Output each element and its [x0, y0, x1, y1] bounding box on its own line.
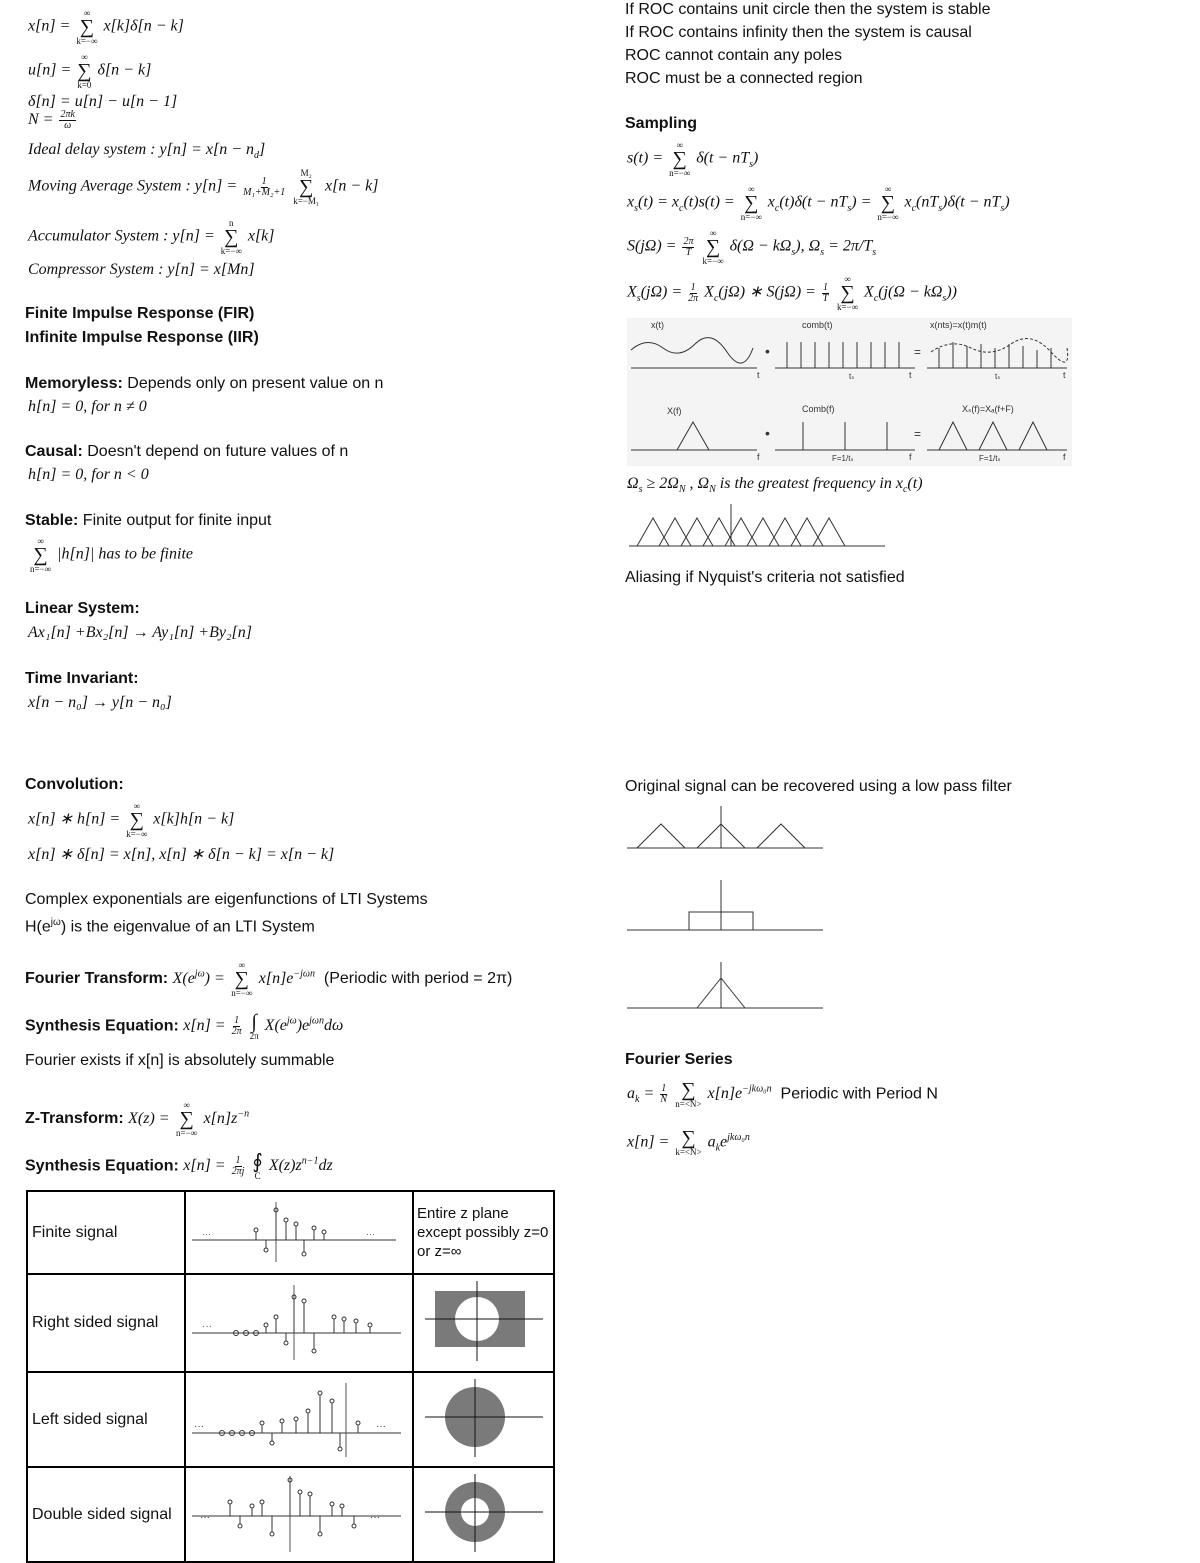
eq-compressor: Compressor System : y[n] = x[Mn]	[28, 261, 255, 278]
fig-label: comb(t)	[802, 320, 833, 330]
eq-convolution: x[n] ∗ h[n] = ∞ ∑ k=−∞ x[k]h[n − k]	[28, 801, 235, 839]
eq-causal: h[n] = 0, for n < 0	[28, 466, 149, 483]
table-row	[27, 1191, 554, 1274]
causal-definition: Causal: Doesn't depend on future values of n	[25, 443, 349, 460]
roc-plot-double	[413, 1467, 554, 1562]
svg-text:=: =	[914, 345, 922, 359]
finite-signal-plot	[185, 1191, 413, 1274]
svg-text:···: ···	[370, 1512, 380, 1523]
row-label: Finite signal	[27, 1191, 185, 1274]
right-sided-signal-plot	[185, 1274, 413, 1372]
svg-text:=: =	[914, 427, 922, 441]
heading-time-invariant: Time Invariant:	[25, 670, 139, 687]
fig-label: X(f)	[667, 406, 682, 416]
roc-table	[26, 1190, 555, 1563]
roc-annulus-icon	[417, 1468, 553, 1556]
svg-text:···: ···	[200, 1512, 210, 1523]
fig-label: t	[757, 370, 760, 380]
roc-property-1: If ROC contains unit circle then the system is stable	[625, 1, 991, 18]
eq-convolution-delta: x[n] ∗ δ[n] = x[n], x[n] ∗ δ[n − k] = x[n − k]	[28, 846, 335, 863]
heading-convolution: Convolution:	[25, 776, 124, 793]
eq-unit-step: u[n] = ∞ ∑ k=0 δ[n − k]	[28, 52, 152, 90]
fig-label: x(t)	[651, 320, 664, 330]
roc-property-3: ROC cannot contain any poles	[625, 47, 843, 64]
double-sided-signal-plot	[185, 1467, 413, 1562]
roc-plot-right	[413, 1274, 554, 1372]
heading-fourier-series: Fourier Series	[625, 1051, 733, 1068]
z-transform-def: Z-Transform: X(z) = ∞ ∑ n=−∞ $x[n]z^{-n}$	[25, 1100, 250, 1138]
fig-label: tₛ	[995, 372, 1001, 381]
eq-impulse-train: s(t) = ∞ ∑ n=−∞ $\delta(t - nT_s)$	[627, 140, 759, 178]
svg-text:···: ···	[366, 1229, 375, 1239]
recover-text: Original signal can be recovered using a low pass filter	[625, 778, 1012, 795]
heading-linear-system: Linear System:	[25, 600, 140, 617]
eq-impulse-spectrum: S(jΩ) = $\frac{2\pi}{T}$ ∞ ∑ k=−∞ $\delta(\Omega - k\Omega_s)$, $\Omega_s = 2\pi/T_s$	[627, 228, 877, 266]
table-row	[27, 1274, 554, 1372]
eq-signal-decomposition: x[n] = ∞ ∑ k=−∞ x[k]δ[n − k]	[28, 8, 184, 46]
row-label: Left sided signal	[27, 1372, 185, 1467]
fig-label: x(nts)=x(t)m(t)	[930, 320, 987, 330]
synthesis-equation-dtft: Synthesis Equation: x[n] = $\frac{1}{2\pi}$ ∫ 2π $X(e^{j\omega})e^{j\omega n}d\omega$	[25, 1010, 344, 1041]
sampling-diagram-icon	[627, 318, 1072, 466]
lowpass-recovery-icon	[625, 802, 825, 1022]
row-label: Right sided signal	[27, 1274, 185, 1372]
fig-label: f	[1063, 452, 1066, 462]
fourier-transform-def: Fourier Transform: $X(e^{j\omega})$ = ∞ ∑ n=−∞ $x[n]e^{-j\omega n}$ (Periodic with period = 2π)	[25, 960, 513, 998]
svg-text:···: ···	[202, 1229, 211, 1239]
fig-label: F=1/tₛ	[979, 454, 1001, 463]
eq-stable: ∞ ∑ n=−∞ |h[n]| has to be finite	[30, 536, 193, 574]
eq-memoryless: h[n] = 0, for n ≠ 0	[28, 398, 147, 415]
eigenvalue-text: $H(e^{j\omega})$ is the eigenvalue of an LTI System	[25, 917, 315, 936]
fig-label: F=1/tₛ	[832, 454, 854, 463]
table-row	[27, 1467, 554, 1562]
roc-description: Entire z plane except possibly z=0 or z=∞	[413, 1191, 554, 1274]
fig-label: t	[1063, 370, 1066, 380]
svg-text:···: ···	[194, 1421, 204, 1432]
eq-sampled-spectrum: $X_s(j\Omega)$ = $\frac{1}{2\pi}$ $X_c(j\Omega)$ ∗ S(jΩ) = $\frac{1}{T}$ ∞ ∑ k=−∞ $X_c(j(\Omega - k\Omega_s))$	[627, 274, 957, 312]
heading-fir: Finite Impulse Response (FIR)	[25, 305, 255, 322]
eq-period: N = $\frac{2\pi k}{\omega}$	[28, 109, 75, 131]
eq-fourier-series-synthesis: x[n] = ∑ k=<N> $a_ke^{jk\omega_0n}$	[627, 1126, 750, 1157]
svg-text:•: •	[765, 425, 770, 441]
roc-property-2: If ROC contains infinity then the system is causal	[625, 24, 972, 41]
fig-label: Comb(f)	[802, 404, 835, 414]
eq-moving-average: Moving Average System : y[n] = $\frac{1}{\text{M₁+M₂+1}}$ M₂ ∑ k=−M₁ x[n − k]	[28, 168, 379, 206]
fig-label: Xₛ(f)=Xₐ(f+F)	[962, 404, 1014, 414]
memoryless-definition: Memoryless: Depends only on present value on n	[25, 375, 384, 392]
fig-label: tₛ	[849, 372, 855, 381]
eq-sampled-signal: $x_s(t) = x_c(t)s(t)$ = ∞ ∑ n=−∞ $x_c(t)\delta(t - nT_s)$ = ∞ ∑ n=−∞ $x_c(nT_s)\delta(t - nT_s)$	[627, 184, 1010, 222]
eq-linear: Ax₁[n] +Bx₂[n] → Ay₁[n] +By₂[n]	[28, 624, 252, 641]
svg-text:···: ···	[376, 1421, 386, 1432]
svg-text:•: •	[765, 343, 770, 359]
eq-fourier-series-analysis: $a_k$ = $\frac{1}{N}$ ∑ n=<N> $x[n]e^{-jk\omega_0n}$ Periodic with Period N	[627, 1078, 938, 1109]
synthesis-equation-z: Synthesis Equation: x[n] = $\frac{1}{2\pi j}$ ∮ C $X(z)z^{n-1}dz$	[25, 1150, 333, 1181]
nyquist-criterion: $\Omega_s \ge 2\Omega_N$ , $\Omega_N$ is the greatest frequency in $x_c(t)$	[627, 475, 923, 496]
eq-time-invariant: x[n − n₀] → y[n − n₀]	[28, 694, 172, 711]
roc-plot-left	[413, 1372, 554, 1467]
left-sided-signal-plot	[185, 1372, 413, 1467]
roc-property-4: ROC must be a connected region	[625, 70, 863, 87]
svg-text:···: ···	[202, 1321, 212, 1332]
fig-label: f	[909, 452, 912, 462]
eigenfunction-text: Complex exponentials are eigenfunctions of LTI Systems	[25, 891, 428, 908]
eq-delta: δ[n] = u[n] − u[n − 1]	[28, 93, 178, 110]
table-row	[27, 1372, 554, 1467]
heading-sampling: Sampling	[625, 115, 698, 132]
aliasing-spectrum-icon	[627, 500, 887, 558]
stable-definition: Stable: Finite output for finite input	[25, 512, 272, 529]
row-label: Double sided signal	[27, 1467, 185, 1562]
roc-interior-icon	[417, 1373, 553, 1461]
roc-exterior-icon	[417, 1275, 553, 1366]
eq-ideal-delay: Ideal delay system : $y[n] = x[n - n_d]$	[28, 141, 266, 162]
aliasing-text: Aliasing if Nyquist's criteria not satisfied	[625, 569, 905, 586]
fig-label: t	[909, 370, 912, 380]
fourier-exists-text: Fourier exists if x[n] is absolutely summable	[25, 1052, 335, 1069]
heading-iir: Infinite Impulse Response (IIR)	[25, 329, 259, 346]
eq-accumulator: Accumulator System : y[n] = n ∑ k=−∞ x[k]	[28, 218, 275, 256]
fig-label: f	[757, 452, 760, 462]
